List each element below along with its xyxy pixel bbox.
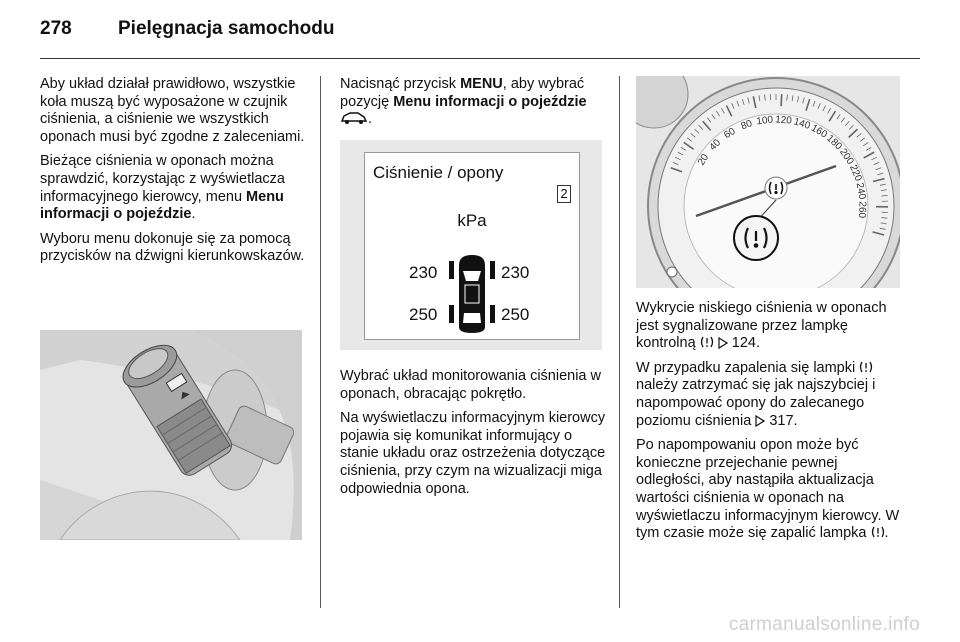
tire-front-right-value: 230 — [501, 263, 530, 282]
speedometer-tick — [882, 195, 888, 196]
page-reference-arrow-icon — [718, 337, 728, 349]
watermark: carmanualsonline.info — [728, 614, 920, 635]
column-2-lower — [340, 368, 606, 505]
speedometer-tick-label: 200 — [837, 146, 856, 167]
car-top-view-icon — [449, 255, 495, 335]
vehicle-info-icon — [340, 111, 368, 125]
paragraph: W przypadku zapalenia się lampki należy zatrzymać się jak najszybciej i napompować opony do zalecanego poziomu ciśnienia 317. — [636, 359, 876, 429]
paragraph: Na wyświetlaczu informacyjnym kierowcy pojawia się komunikat informujący o stanie układu oraz ostrzeżenia dotyczące ciśnienia, przy czym na wizualizacji miga odpowiednia opona. — [340, 410, 606, 497]
column-divider-1 — [320, 76, 321, 608]
column-3 — [636, 300, 904, 550]
speedometer-tick-label: 240 — [853, 181, 868, 201]
paragraph: Bieżące ciśnienia w oponach można sprawdzić, korzystając z wyświetlacza informacyjnego kierowcy, menu Menu informacji o pojeździe. — [40, 153, 285, 223]
speedometer-tick-label: 160 — [808, 122, 829, 141]
speedometer-tick — [781, 94, 782, 106]
tire-pressure-display-figure — [340, 140, 602, 350]
menu-name: Menu informacji o pojeździe — [40, 188, 284, 223]
speedometer-tick-label: 220 — [847, 163, 864, 183]
speedometer-tick-label: 140 — [792, 116, 812, 132]
page-reference: 317 — [769, 412, 794, 429]
paragraph: Nacisnąć przycisk MENU, aby wybrać pozycję Menu informacji o pojeździe . — [340, 76, 587, 128]
display-title: Ciśnienie / opony — [373, 163, 504, 182]
speedometer-tick-label: 60 — [722, 125, 738, 142]
display-page-indicator: 2 — [557, 185, 571, 203]
turn-signal-lever-figure — [40, 330, 302, 540]
speedometer-tick-label: 180 — [824, 133, 844, 153]
page-reference-arrow-icon — [755, 415, 765, 427]
tire-rear-right-value: 250 — [501, 305, 530, 324]
speedometer-tick-label: 20 — [695, 152, 712, 168]
column-1 — [40, 76, 308, 273]
column-divider-2 — [619, 76, 620, 608]
speedometer-tick-label: 100 — [755, 114, 774, 128]
tire-front-left-value: 230 — [409, 263, 438, 282]
paragraph: Aby układ działał prawidłowo, wszystkie koła muszą być wyposażone w czujnik ciśnienia, a ciśnienie we wszystkich oponach musi być zgodne z zaleceniami. — [40, 76, 305, 145]
paragraph: Wykrycie niskiego ciśnienia w oponach jest sygnalizowane przez lampkę kontrolną 124. — [636, 300, 887, 352]
paragraph: Wyboru menu dokonuje się za pomocą przycisków na dźwigni kierunkowskazów. — [40, 230, 305, 265]
speedometer-tick-label: 80 — [739, 118, 754, 133]
header-rule — [40, 58, 920, 59]
speedometer-tick-label: 260 — [855, 201, 868, 219]
paragraph: Po napompowaniu opon może być konieczne przejechanie pewnej odległości, aby nastąpiła aktualizacja wartości ciśnienia w oponach na wyświetlaczu informacyjnym kierowcy. W tym czasie może się zapalić lampka . — [636, 437, 900, 542]
paragraph: Wybrać układ monitorowania ciśnienia w oponach, obracając pokrętło. — [340, 368, 601, 402]
display-unit: kPa — [457, 211, 487, 230]
column-2 — [340, 76, 606, 136]
speedometer-figure — [636, 76, 900, 288]
display-screen — [364, 152, 580, 340]
page-reference: 124 — [731, 335, 756, 352]
page-header — [40, 18, 334, 40]
speedometer-tick-label: 120 — [774, 114, 793, 127]
tpms-warning-icon — [700, 335, 714, 349]
menu-name: Menu informacji o pojeździe — [393, 93, 587, 110]
page-title: Pielęgnacja samochodu — [118, 18, 335, 39]
tpms-warning-icon — [859, 360, 873, 374]
tpms-warning-icon — [871, 525, 885, 539]
menu-button-name: MENU — [460, 76, 503, 92]
speedometer-tick-label: 40 — [707, 137, 724, 154]
page-number: 278 — [40, 18, 72, 39]
tire-rear-left-value: 250 — [409, 305, 438, 324]
